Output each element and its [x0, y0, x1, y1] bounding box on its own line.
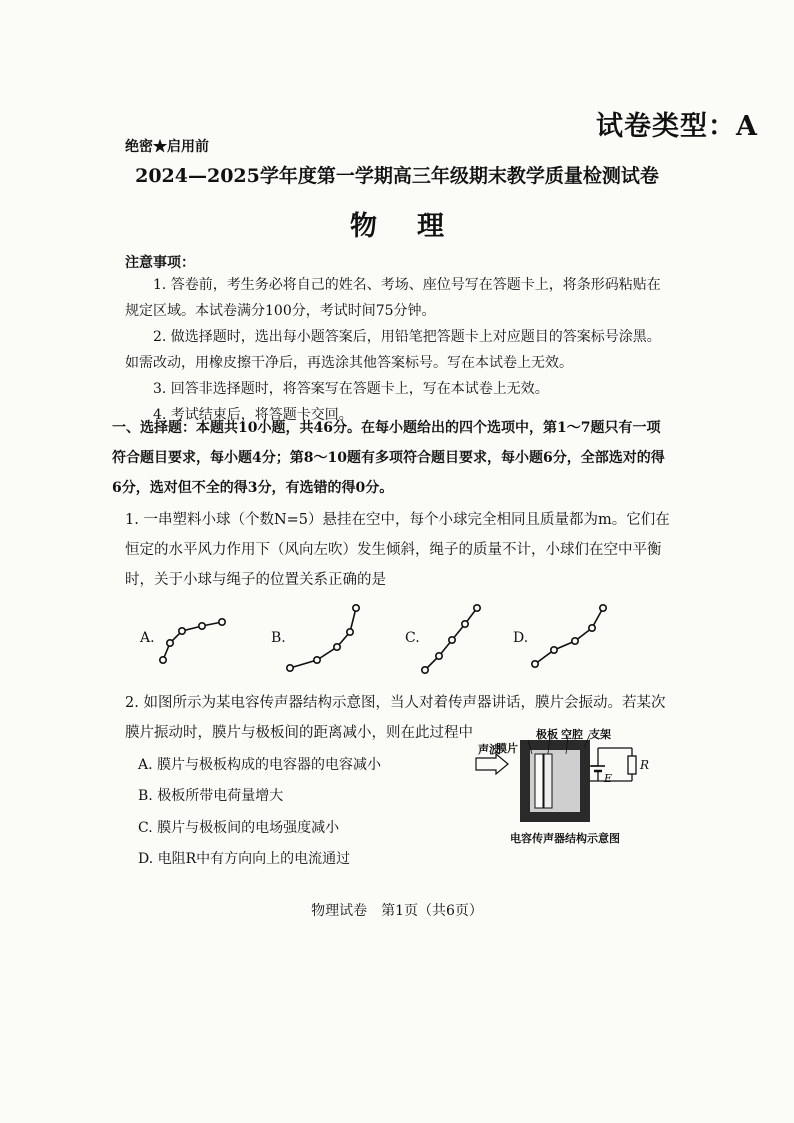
label-resistor: R — [640, 758, 650, 772]
section-one-instructions: 一、选择题：本题共10小题，共46分。在每小题给出的四个选项中，第1～7题只有一项符合题目要求，每小题4分；第8～10题有多项符合题目要求，每小题6分，全部选对的得6分，选对但不全的得3分，有选错的得0分。 — [112, 420, 665, 496]
question-2-option-a: A. 膜片与极板构成的电容器的电容减小 — [138, 757, 382, 773]
option-a-chain — [160, 619, 225, 663]
option-d-chain — [532, 605, 606, 667]
notice-item-1: 1. 答卷前，考生务必将自己的姓名、考场、座位号写在答题卡上，将条形码粘贴在规定区域。本试卷满分100分，考试时间75分钟。 — [125, 277, 661, 319]
question-1-text: 1. 一串塑料小球（个数N=5）悬挂在空中，每个小球完全相同且质量都为m。它们在恒定的水平风力作用下（风向左吹）发生倾斜，绳子的质量不计，小球们在空中平衡时，关于小球与绳子的位置关系正确的是 — [125, 512, 670, 588]
notice-item-4: 4. 考试结束后，将答题卡交回。 — [153, 407, 353, 423]
question-2-text: 2. 如图所示为某电容传声器结构示意图，当人对着传声器讲话，膜片会振动。若某次膜片振动时，膜片与极板间的距离减小，则在此过程中 — [125, 695, 666, 741]
notice-item-3: 3. 回答非选择题时，将答案写在答题卡上，写在本试卷上无效。 — [153, 381, 549, 397]
ball-chain-figures — [125, 600, 675, 680]
question-1-options — [125, 600, 675, 680]
option-b-label: B. — [271, 630, 286, 646]
page-footer: 物理试卷 第1页（共6页） — [311, 903, 483, 919]
option-a-label: A. — [140, 630, 155, 646]
option-d-label: D. — [513, 630, 529, 646]
exam-title: 2024—2025学年度第一学期高三年级期末教学质量检测试卷 — [135, 165, 659, 187]
microphone-diagram — [470, 726, 670, 850]
paper-type-label: 试卷类型：A — [596, 111, 758, 142]
label-emf: E — [604, 772, 613, 785]
option-b-chain — [287, 605, 359, 671]
option-c-chain — [422, 605, 480, 673]
diagram-caption: 电容传声器结构示意图 — [510, 832, 620, 845]
question-2-option-c: C. 膜片与极板间的电场强度减小 — [138, 820, 340, 836]
question-2-option-d: D. 电阻R中有方向向上的电流通过 — [138, 851, 351, 867]
subject-title: 物理 — [350, 211, 484, 242]
label-cavity: 空腔 — [561, 728, 583, 741]
confidential-label: 绝密★启用前 — [125, 139, 209, 155]
question-2-option-b: B. 极板所带电荷量增大 — [138, 788, 284, 804]
label-plate: 极板 — [536, 728, 558, 741]
option-c-label: C. — [405, 630, 420, 646]
label-sound-wave: 声波 — [478, 743, 500, 756]
notice-item-2: 2. 做选择题时，选出每小题答案后，用铅笔把答题卡上对应题目的答案标号涂黑。如需改动，用橡皮擦干净后，再选涂其他答案标号。写在本试卷上无效。 — [125, 329, 661, 371]
notice-heading: 注意事项： — [125, 255, 195, 271]
label-bracket: 支架 — [589, 728, 611, 741]
label-membrane: 膜片 — [496, 742, 518, 755]
